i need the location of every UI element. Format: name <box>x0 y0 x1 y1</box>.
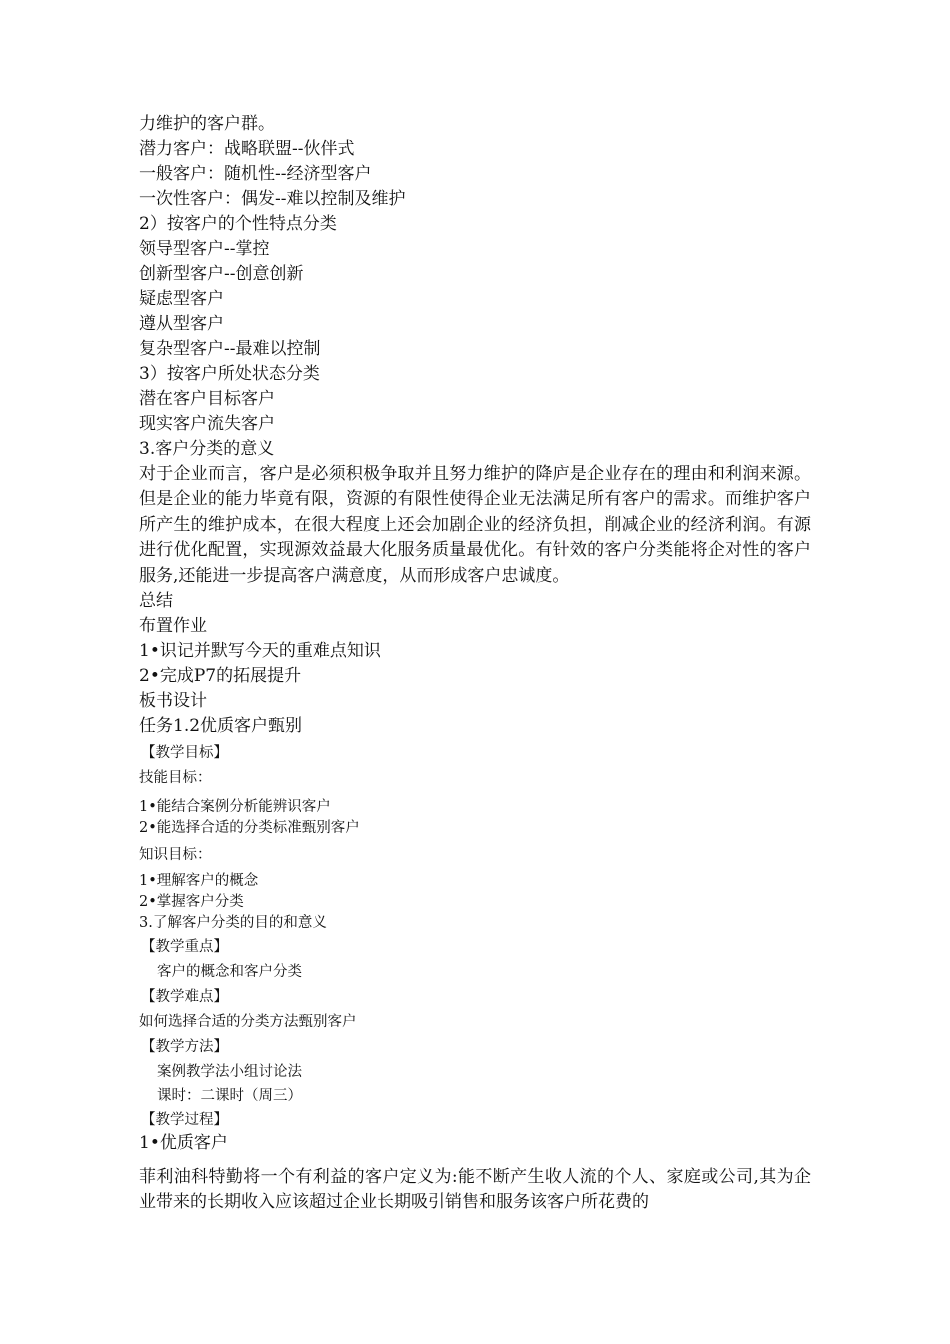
method-heading: 【教学方法】 <box>141 1039 228 1056</box>
definition-paragraph: 菲利油科特勤将一个有利益的客户定义为:能不断产生收人流的个人、家庭或公司,其为企业带来的长期收入应该超过企业长期吸引销售和服务该客户所花费的 <box>139 1167 811 1213</box>
meaning-paragraph: 对于企业而言，客户是必须积极争取并且努力维护的降庐是企业存在的理由和利润来源。但是企业的能力毕竟有限，资源的有限性使得企业无法满足所有客户的需求。而维护客户所产生的维护成本，在很大程度上还会加剧企业的经济负担，削减企业的经济利润。有源进行优化配置，实现源效益最大化服务质量最优化。有针效的客户分类能将企对性的客户服务,还能进一步提高客户满意度，从而形成客户忠诚度。 <box>139 464 811 586</box>
key-point-heading: 【教学重点】 <box>141 939 228 956</box>
knowledge-goal-item: 1•理解客户的概念 <box>139 873 259 890</box>
difficulty-heading: 【教学难点】 <box>141 989 228 1006</box>
skill-goal-item: 2•能选择合适的分类标准甄别客户 <box>139 820 360 837</box>
text-line: 现实客户流失客户 <box>139 414 275 434</box>
skill-goal-label: 技能目标： <box>139 770 212 787</box>
text-line: 创新型客户--创意创新 <box>139 264 304 284</box>
text-line: 1•识记并默写今天的重难点知识 <box>139 641 381 662</box>
text-line: 一般客户：随机性--经济型客户 <box>139 164 372 184</box>
text-line: 潜力客户：战略联盟--伙伴式 <box>139 139 355 159</box>
text-line: 板书设计 <box>139 691 207 712</box>
document-body <box>139 112 819 1216</box>
text-line: 复杂型客户--最难以控制 <box>139 339 321 359</box>
section-heading: 3.客户分类的意义 <box>139 439 275 459</box>
text-line: 布置作业 <box>139 616 207 637</box>
teaching-goal-heading: 【教学目标】 <box>141 745 228 762</box>
text-line: 总结 <box>139 591 173 612</box>
task-title: 任务1.2优质客户甄别 <box>139 716 303 737</box>
knowledge-goal-item: 3.了解客户分类的目的和意义 <box>139 915 327 932</box>
text-line: 潜在客户目标客户 <box>139 389 275 409</box>
key-point-text: 客户的概念和客户分类 <box>157 964 302 981</box>
text-line: 2•完成P7的拓展提升 <box>139 666 302 687</box>
section-heading: 2）按客户的个性特点分类 <box>139 214 337 234</box>
skill-goal-item: 1•能结合案例分析能辨识客户 <box>139 799 331 816</box>
process-item: 1•优质客户 <box>139 1133 228 1154</box>
text-line: 一次性客户：偶发--难以控制及维护 <box>139 189 406 209</box>
knowledge-goal-label: 知识目标： <box>139 847 212 864</box>
difficulty-text: 如何选择合适的分类方法甄别客户 <box>139 1014 357 1031</box>
text-line: 疑虑型客户 <box>139 289 224 309</box>
text-line: 力维护的客户群。 <box>139 114 275 134</box>
method-text: 案例教学法小组讨论法 <box>157 1064 302 1081</box>
process-heading: 【教学过程】 <box>141 1112 228 1129</box>
text-line: 领导型客户--掌控 <box>139 239 270 259</box>
hours-text: 课时：二课时（周三） <box>157 1088 302 1105</box>
section-heading: 3）按客户所处状态分类 <box>139 364 320 384</box>
knowledge-goal-item: 2•掌握客户分类 <box>139 894 244 911</box>
text-line: 遵从型客户 <box>139 314 224 334</box>
